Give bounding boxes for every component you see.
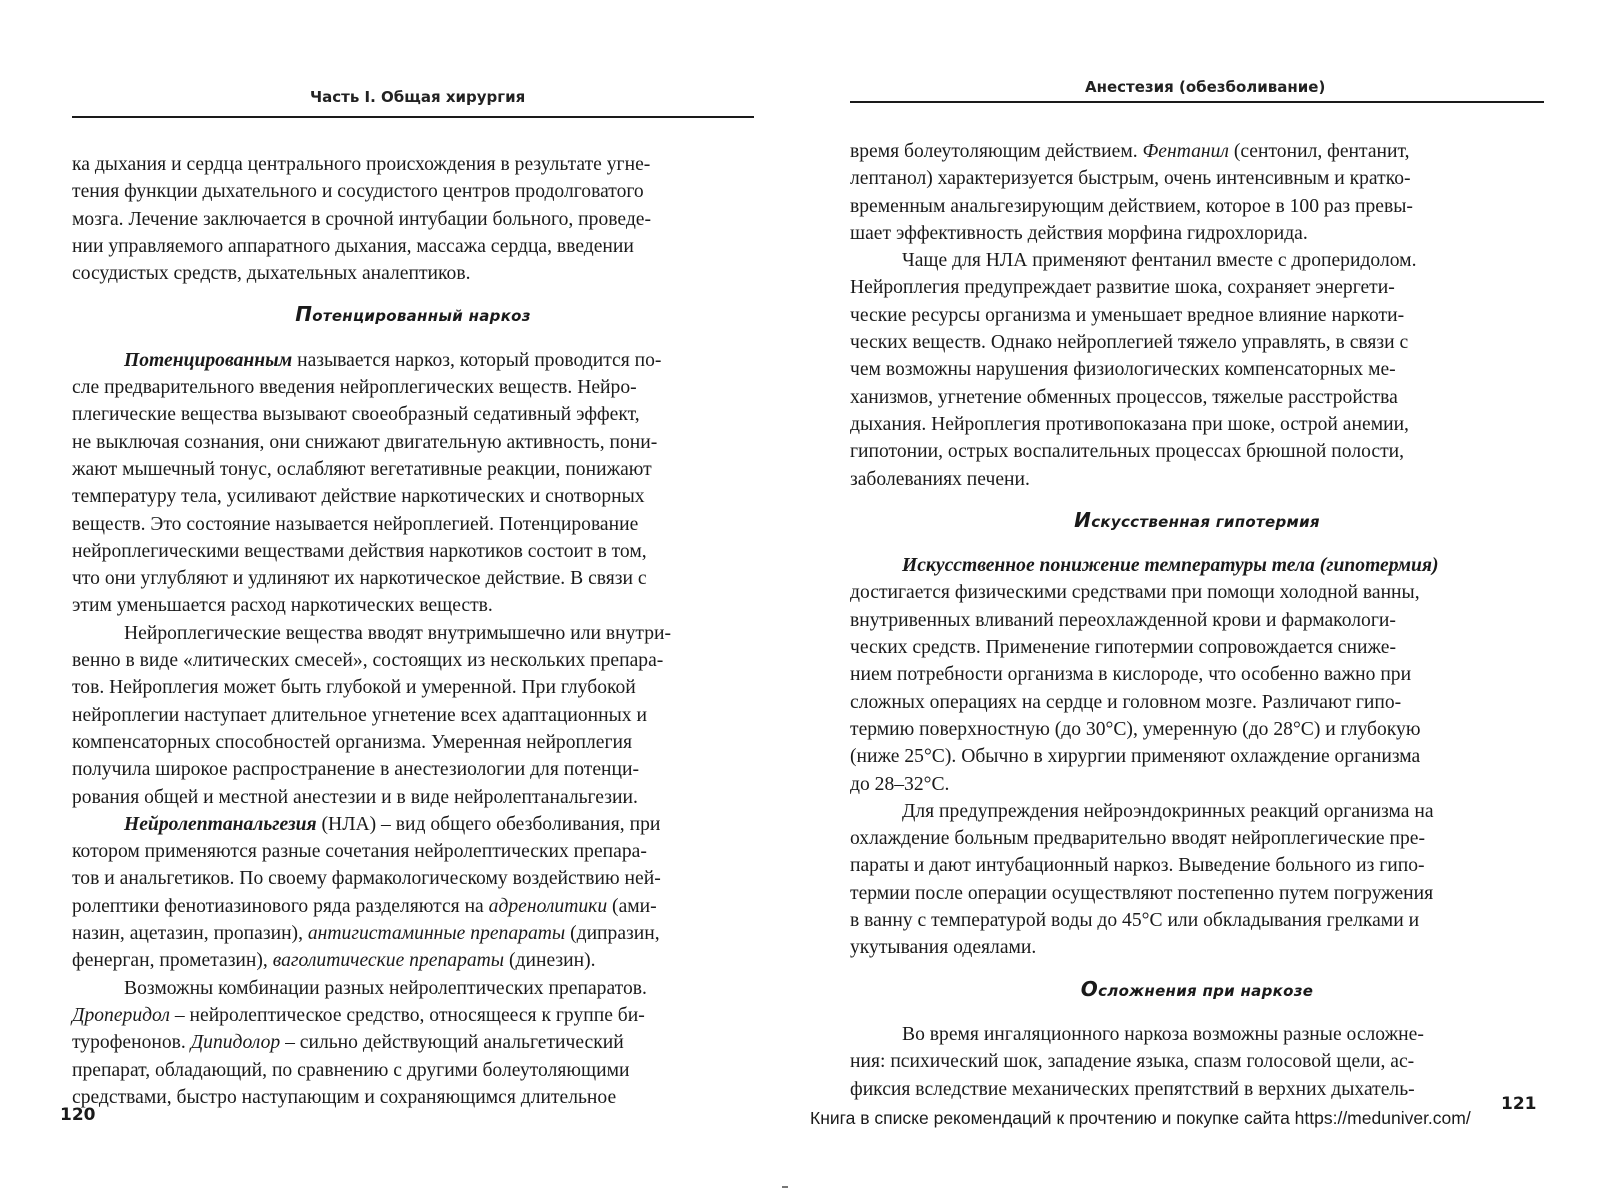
text-line [72, 1029, 754, 1056]
text-line: Чаще для НЛА применяют фентанил вместе с дроперидолом. [902, 250, 1417, 272]
term-italic: Дроперидол [72, 1004, 170, 1026]
text-line: рования общей и местной анестезии и в виде нейролептанальгезии. [72, 786, 638, 808]
text-line: ханизмов, угнетение обменных процессов, тяжелые расстройства [850, 386, 1398, 408]
text-span: фенерган, прометазин), [72, 950, 273, 972]
text-line: (ниже 25°С). Обычно в хирургии применяют охлаждение организма [850, 746, 1421, 768]
text-line: тения функции дыхательного и сосудистого центров продолговатого [72, 181, 644, 203]
paragraph-combinations-cont [72, 1002, 754, 1111]
right-page-body [850, 138, 1544, 1103]
text-line: Возможны комбинации разных нейролептических препаратов. [124, 977, 647, 999]
intro-paragraph [72, 151, 754, 287]
text-line: термию поверхностную (до 30°С), умеренную (до 28°С) и глубокую [850, 718, 1421, 740]
page-number-right: 121 [1501, 1094, 1537, 1114]
text-span: назин, ацетазин, пропазин), [72, 923, 308, 945]
text-line: гипотонии, острых воспалительных процессах брюшной полости, [850, 441, 1405, 463]
text-span: называется наркоз, который проводится по- [292, 349, 662, 371]
text-line: сле предварительного введения нейроплегических веществ. Нейро- [72, 377, 637, 399]
text-span: (динезин). [504, 950, 596, 972]
text-line: что они углубляют и удлиняют их наркотическое действие. В связи с [72, 568, 647, 590]
text-line: ческих средств. Применение гипотермии сопровождается сниже- [850, 637, 1396, 659]
text-span: турофенонов. [72, 1032, 191, 1054]
paragraph-neuroplegic-substances-cont [72, 647, 754, 811]
text-line: веществ. Это состояние называется нейроплегией. Потенцирование [72, 513, 639, 535]
text-line: фиксия вследствие механических препятствий в верхних дыхатель- [850, 1078, 1415, 1100]
section-title-hypothermia [850, 507, 1544, 536]
text-line [72, 947, 754, 974]
text-line: временным анальгезирующим действием, которое в 100 раз превы- [850, 195, 1413, 217]
text-line: жают мышечный тонус, ослабляют вегетативные реакции, понижают [72, 458, 652, 480]
text-line: ческие ресурсы организма и уменьшает вредное влияние наркоти- [850, 304, 1405, 326]
left-page-body [72, 151, 754, 1111]
text-line: охлаждение больным предварительно вводят нейроплегические пре- [850, 828, 1425, 850]
text-span: – сильно действующий анальгетический [280, 1032, 624, 1054]
term-italic: антигистаминные препараты [307, 923, 566, 945]
text-span: ролептики фенотиазинового ряда разделяются на [72, 895, 489, 917]
text-line: ка дыхания и сердца центрального происхождения в результате угне- [72, 154, 651, 175]
text-line: котором применяются разные сочетания нейролептических препара- [72, 841, 647, 863]
text-line: ния: психический шок, западение языка, спазм голосовой щели, ас- [850, 1051, 1415, 1073]
text-line: мозга. Лечение заключается в срочной интубации больного, проведе- [72, 208, 652, 230]
text-line: нии управляемого аппаратного дыхания, массажа сердца, введении [72, 235, 634, 257]
gutter-mark [782, 1186, 788, 1188]
text-line: венно в виде «литических смесей», состоящих из нескольких препара- [72, 650, 664, 672]
text-line: шает эффективность действия морфина гидрохлорида. [850, 222, 1308, 244]
text-line: Во время ингаляционного наркоза возможны разные осложне- [902, 1023, 1424, 1045]
paragraph-neuroplegic-substances [72, 620, 754, 647]
term-italic: ваголитические препараты [272, 950, 505, 972]
text-line: температуру тела, усиливают действие наркотических и снотворных [72, 486, 645, 508]
text-line: средствами, быстро наступающим и сохраняющимся длительное [72, 1086, 617, 1108]
term-italic: Дипидолор [190, 1032, 281, 1054]
text-span: (дипразин, [565, 923, 660, 945]
text-line: укутывания одеялами. [850, 937, 1037, 959]
term-highlight: Нейролептанальгезия [124, 813, 317, 835]
text-line: сосудистых средств, дыхательных аналептиков. [72, 263, 471, 285]
text-line: препарат, обладающий, по сравнению с другими болеутоляющими [72, 1059, 630, 1081]
text-line: до 28–32°С. [850, 773, 950, 795]
paragraph-prevention-cont [850, 825, 1544, 961]
right-page [800, 0, 1600, 1197]
term-highlight: Искусственное понижение температуры тела (гипотермия) [902, 555, 1439, 577]
text-line [850, 138, 1544, 165]
text-line: тов. Нейроплегия может быть глубокой и умеренной. При глубокой [72, 677, 636, 699]
text-line: нейроплегии наступает длительное угнетение всех адаптационных и [72, 704, 647, 726]
paragraph-combinations [72, 975, 754, 1002]
text-line: дыхания. Нейроплегия противопоказана при шоке, острой анемии, [850, 413, 1409, 435]
text-line [850, 552, 1544, 579]
paragraph-complications-cont [850, 1048, 1544, 1103]
term-italic: Фентанил [1142, 141, 1229, 162]
text-span: (НЛА) – вид общего обезболивания, при [316, 813, 661, 835]
text-span: (сентонил, фентанит, [1228, 141, 1410, 162]
text-line: этим уменьшается расход наркотических веществ. [72, 595, 493, 617]
paragraph-complications [850, 1021, 1544, 1048]
title-rest: отенцированный наркоз [312, 307, 531, 326]
text-span: – нейролептическое средство, относящееся к группе би- [169, 1004, 645, 1026]
text-line: внутривенных вливаний переохлажденной крови и фармакологи- [850, 609, 1396, 631]
title-cap: О [1080, 976, 1099, 1001]
paragraph-nla-usage-cont [850, 274, 1544, 492]
text-line: получила широкое распространение в анестезиологии для потенци- [72, 759, 640, 781]
text-line [72, 347, 754, 374]
paragraph-nla [72, 811, 754, 838]
footer-note: Книга в списке рекомендаций к прочтению и покупке сайта https://meduniver.com/ [810, 1108, 1471, 1128]
paragraph-potentiated-cont [72, 374, 754, 620]
text-line: достигается физическими средствами при помощи холодной ванны, [850, 582, 1420, 604]
header-rule-right [850, 101, 1544, 103]
text-line: не выключая сознания, они снижают двигательную активность, пони- [72, 431, 658, 453]
section-title-complications [850, 976, 1544, 1005]
text-line [72, 811, 754, 838]
title-cap: П [295, 302, 313, 327]
paragraph-fentanyl [850, 138, 1544, 247]
text-line: чем возможны нарушения физиологических компенсаторных ме- [850, 359, 1396, 381]
text-span: время болеутоляющим действием. [850, 141, 1143, 162]
title-rest: скусственная гипотермия [1091, 512, 1320, 531]
running-head-right: Анестезия (обезболивание) [1085, 78, 1326, 96]
paragraph-nla-usage [850, 247, 1544, 274]
paragraph-potentiated [72, 347, 754, 374]
header-rule-left [72, 116, 754, 118]
text-span: (ами- [607, 895, 657, 917]
text-line: нейроплегическими веществами действия наркотиков состоит в том, [72, 540, 647, 562]
text-line: Нейроплегия предупреждает развитие шока, сохраняет энергети- [850, 277, 1395, 299]
section-title-potentiated-anesthesia [72, 301, 754, 330]
text-line: компенсаторных способностей организма. Умеренная нейроплегия [72, 731, 633, 753]
text-line: ческих веществ. Однако нейроплегией тяжело управлять, в связи с [850, 332, 1409, 354]
paragraph-hypothermia-cont [850, 579, 1544, 797]
text-line: термии после операции осуществляют постепенно путем погружения [850, 882, 1434, 904]
term-italic: адренолитики [488, 895, 608, 917]
paragraph-nla-cont [72, 838, 754, 974]
text-line: заболеваниях печени. [850, 468, 1030, 490]
paragraph-hypothermia [850, 552, 1544, 579]
text-line: сложных операциях на сердце и головном мозге. Различают гипо- [850, 691, 1402, 713]
term-highlight: Потенцированным [124, 349, 293, 371]
text-line [72, 1002, 754, 1029]
text-line: нием потребности организма в кислороде, что особенно важно при [850, 664, 1412, 686]
paragraph-prevention [850, 798, 1544, 825]
text-line: тов и анальгетиков. По своему фармакологическому воздействию ней- [72, 868, 661, 890]
text-line: Нейроплегические вещества вводят внутримышечно или внутри- [124, 622, 672, 644]
text-line: плегические вещества вызывают своеобразный седативный эффект, [72, 404, 640, 426]
text-line: параты и дают интубационный наркоз. Выведение больного из гипо- [850, 855, 1425, 877]
text-line: в ванну с температурой воды до 45°С или обкладывания грелками и [850, 910, 1420, 932]
running-head-left: Часть I. Общая хирургия [310, 88, 526, 106]
text-line [72, 920, 754, 947]
text-line: Для предупреждения нейроэндокринных реакций организма на [902, 800, 1434, 822]
text-line [72, 893, 754, 920]
page-number-left: 120 [60, 1105, 96, 1125]
title-rest: сложнения при наркозе [1098, 981, 1314, 1000]
title-cap: И [1074, 507, 1092, 532]
text-line: лептанол) характеризуется быстрым, очень интенсивным и кратко- [850, 168, 1411, 190]
